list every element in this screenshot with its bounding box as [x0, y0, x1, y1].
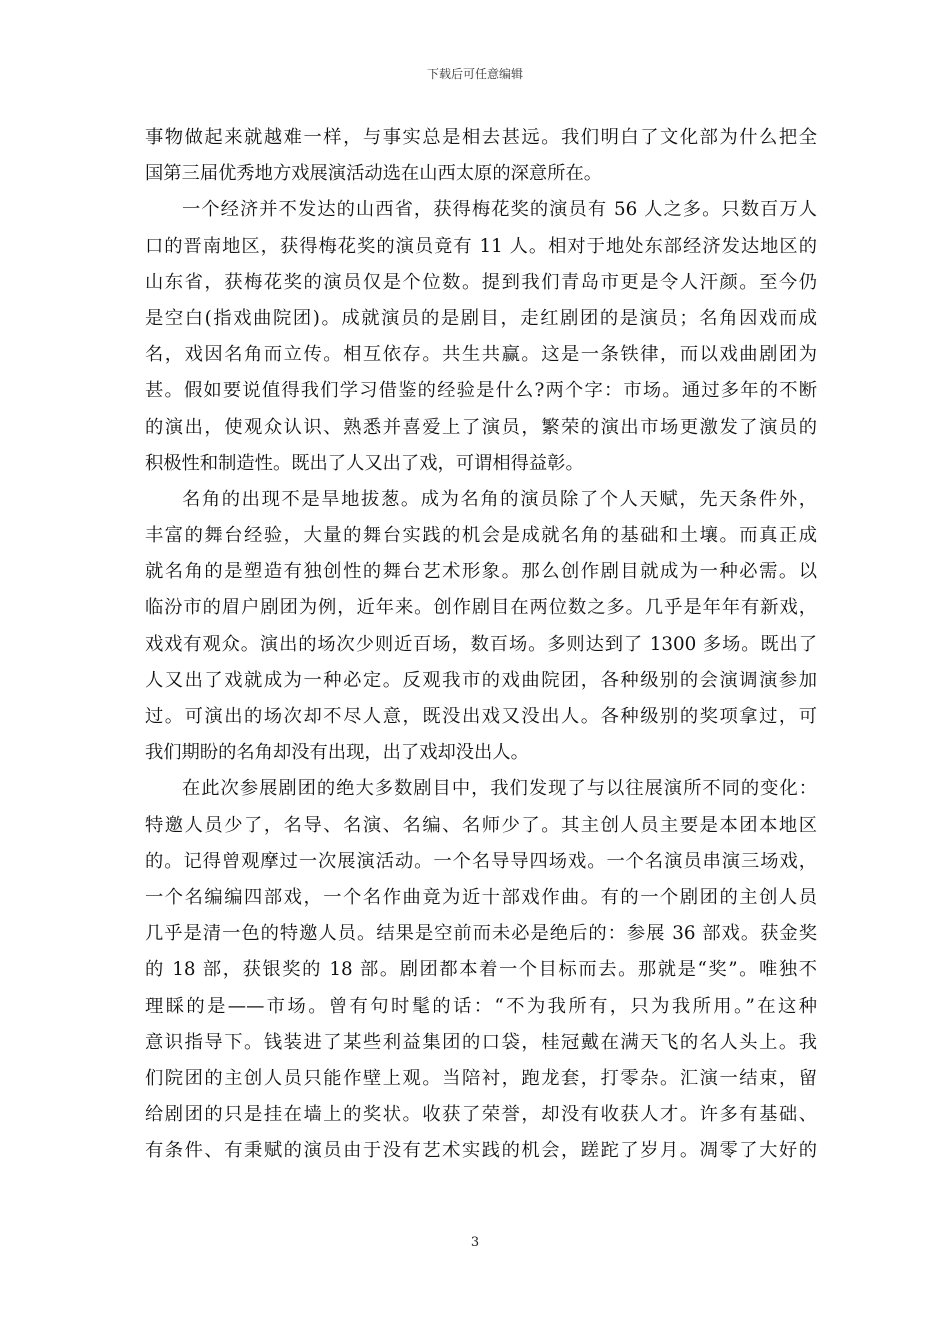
text-line: 意识指导下。钱装进了某些利益集团的口袋，桂冠戴在满天飞的名人头上。我: [145, 1031, 817, 1053]
text-line: 一个经济并不发达的山西省，获得梅花奖的演员有 56 人之多。只数百万人: [182, 199, 817, 221]
document-body: [145, 120, 817, 1169]
text-line: 国第三届优秀地方戏展演活动选在山西太原的深意所在。: [145, 163, 603, 185]
text-line: 就名角的是塑造有独创性的舞台艺术形象。那么创作剧目就成为一种必需。以: [145, 561, 817, 583]
text-line: 过。可演出的场次却不尽人意，既没出戏又没出人。各种级别的奖项拿过，可: [145, 706, 817, 727]
text-line: 口的晋南地区，获得梅花奖的演员竟有 11 人。相对于地处东部经济发达地区的: [145, 235, 817, 257]
text-line: 名，戏因名角而立传。相互依存。共生共赢。这是一条铁律，而以戏曲剧团为: [145, 344, 817, 366]
text-line: 积极性和制造性。既出了人又出了戏，可谓相得益彰。: [145, 452, 584, 474]
text-line: 丰富的舞台经验，大量的舞台实践的机会是成就名角的基础和土壤。而真正成: [145, 525, 817, 547]
text-line: 人又出了戏就成为一种必定。反观我市的戏曲院团，各种级别的会演调演参加: [145, 669, 817, 691]
text-line: 理睬的是——市场。曾有句时髦的话：“不为我所有，只为我所用。”在这种: [145, 995, 817, 1017]
text-line: 在此次参展剧团的绝大多数剧目中，我们发现了与以往展演所不同的变化：: [182, 778, 817, 800]
text-line: 们院团的主创人员只能作壁上观。当陪衬，跑龙套，打零杂。汇演一结束，留: [145, 1067, 817, 1089]
text-line: 临汾市的眉户剧团为例，近年来。创作剧目在两位数之多。几乎是年年有新戏，: [145, 597, 817, 619]
text-line: 一个名编编四部戏，一个名作曲竟为近十部戏作曲。有的一个剧团的主创人员: [145, 886, 817, 908]
text-line: 名角的出现不是旱地拔葱。成为名角的演员除了个人天赋，先天条件外，: [182, 488, 817, 510]
text-line: 几乎是清一色的特邀人员。结果是空前而未必是绝后的：参展 36 部戏。获金奖: [145, 923, 817, 945]
text-line: 是空白(指戏曲院团)。成就演员的是剧目，走红剧团的是演员；名角因戏而成: [145, 307, 817, 329]
paragraph: [145, 771, 817, 1169]
text-line: 给剧团的只是挂在墙上的奖状。收获了荣誉，却没有收获人才。许多有基础、: [145, 1104, 817, 1126]
page-number: 3: [470, 1235, 480, 1250]
text-line: 有条件、有秉赋的演员由于没有艺术实践的机会，蹉跎了岁月。凋零了大好的: [145, 1140, 817, 1162]
text-line: 的。记得曾观摩过一次展演活动。一个名导导四场戏。一个名演员串演三场戏，: [145, 850, 817, 872]
text-line: 我们期盼的名角却没有出现，出了戏却没出人。: [145, 742, 529, 764]
text-line: 特邀人员少了，名导、名演、名编、名师少了。其主创人员主要是本团本地区: [145, 814, 817, 836]
paragraph: [145, 482, 817, 772]
paragraph: [145, 192, 817, 482]
text-line: 事物做起来就越难一样，与事实总是相去甚远。我们明白了文化部为什么把全: [145, 127, 817, 148]
text-line: 的 18 部，获银奖的 18 部。剧团都本着一个目标而去。那就是“奖”。唯独不: [145, 959, 817, 981]
paragraph: [145, 120, 817, 192]
page-header: 下载后可任意编辑: [426, 67, 523, 81]
text-line: 山东省，获梅花奖的演员仅是个位数。提到我们青岛市更是令人汗颜。至今仍: [145, 271, 817, 293]
text-line: 戏戏有观众。演出的场次少则近百场，数百场。多则达到了 1300 多场。既出了: [145, 633, 817, 655]
text-line: 甚。假如要说值得我们学习借鉴的经验是什么?两个字：市场。通过多年的不断: [145, 380, 817, 402]
text-line: 的演出，使观众认识、熟悉并喜爱上了演员，繁荣的演出市场更激发了演员的: [145, 416, 817, 438]
